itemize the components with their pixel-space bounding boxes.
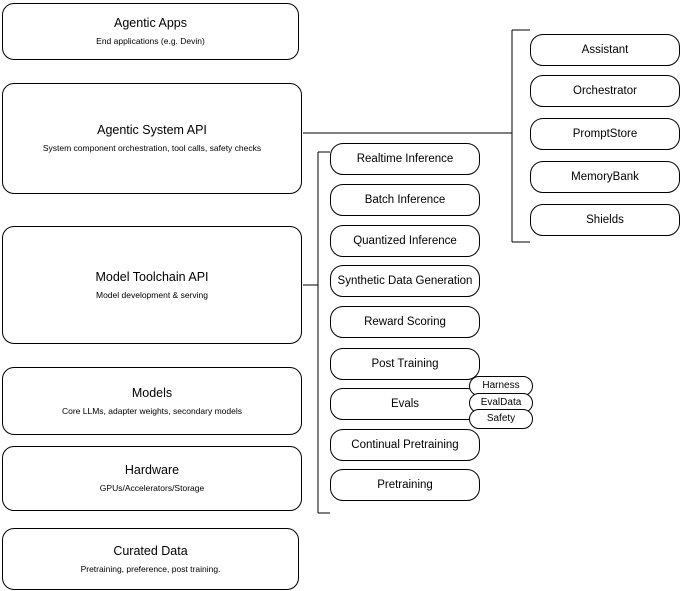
component-label: Assistant — [581, 44, 629, 56]
component-label: Reward Scoring — [364, 316, 446, 328]
component-label: Shields — [586, 214, 624, 226]
component-memorybank[interactable] — [530, 161, 680, 193]
component-label: Evals — [390, 398, 420, 410]
stack-layer-model-toolchain-api[interactable] — [2, 226, 302, 344]
stack-layer-models[interactable] — [2, 367, 302, 435]
component-label: Post Training — [371, 358, 439, 370]
component-label: Quantized Inference — [353, 235, 457, 247]
component-safety[interactable] — [469, 409, 533, 429]
stack-layer-title: Curated Data — [113, 543, 188, 558]
component-label: Continual Pretraining — [351, 439, 459, 451]
stack-layer-subtitle: End applications (e.g. Devin) — [96, 36, 205, 46]
stack-layer-title: Models — [131, 385, 173, 400]
component-orchestrator[interactable] — [530, 75, 680, 107]
component-assistant[interactable] — [530, 34, 680, 66]
stack-layer-agentic-apps[interactable] — [2, 3, 299, 60]
component-post-training[interactable] — [330, 348, 480, 380]
stack-layer-hardware[interactable] — [2, 446, 302, 511]
component-batch-inference[interactable] — [330, 184, 480, 216]
stack-layer-subtitle: Model development & serving — [96, 289, 208, 300]
component-label: EvalData — [480, 397, 522, 408]
component-shields[interactable] — [530, 204, 680, 236]
component-pretraining[interactable] — [330, 469, 480, 501]
stack-layer-title: Agentic Apps — [114, 16, 187, 30]
component-promptstore[interactable] — [530, 118, 680, 150]
component-label: Harness — [482, 380, 520, 391]
component-label: MemoryBank — [571, 171, 639, 183]
stack-layer-subtitle: System component orchestration, tool calls, safety checks — [42, 143, 262, 153]
stack-layer-subtitle: Core LLMs, adapter weights, secondary models — [61, 405, 242, 416]
stack-layer-curated-data[interactable] — [2, 528, 299, 590]
stack-layer-subtitle: Pretraining, preference, post training. — [80, 563, 221, 574]
component-evals[interactable] — [330, 388, 480, 420]
component-label: Safety — [486, 413, 516, 424]
component-continual-pretraining[interactable] — [330, 429, 480, 461]
stack-layer-agentic-system-api[interactable] — [2, 83, 302, 194]
component-label: Pretraining — [377, 479, 433, 491]
component-label: Orchestrator — [573, 85, 637, 97]
stack-layer-title: Model Toolchain API — [95, 269, 209, 284]
component-label: Batch Inference — [364, 194, 446, 206]
component-synthetic-data-generation[interactable] — [330, 265, 480, 297]
component-quantized-inference[interactable] — [330, 225, 480, 257]
stack-layer-title: Agentic System API — [97, 123, 207, 137]
component-realtime-inference[interactable] — [330, 143, 480, 175]
component-label: Realtime Inference — [356, 153, 454, 165]
component-reward-scoring[interactable] — [330, 306, 480, 338]
component-label: Synthetic Data Generation — [337, 275, 473, 287]
component-label: PromptStore — [572, 128, 638, 140]
stack-layer-subtitle: GPUs/Accelerators/Storage — [99, 483, 205, 493]
stack-layer-title: Hardware — [124, 463, 180, 477]
